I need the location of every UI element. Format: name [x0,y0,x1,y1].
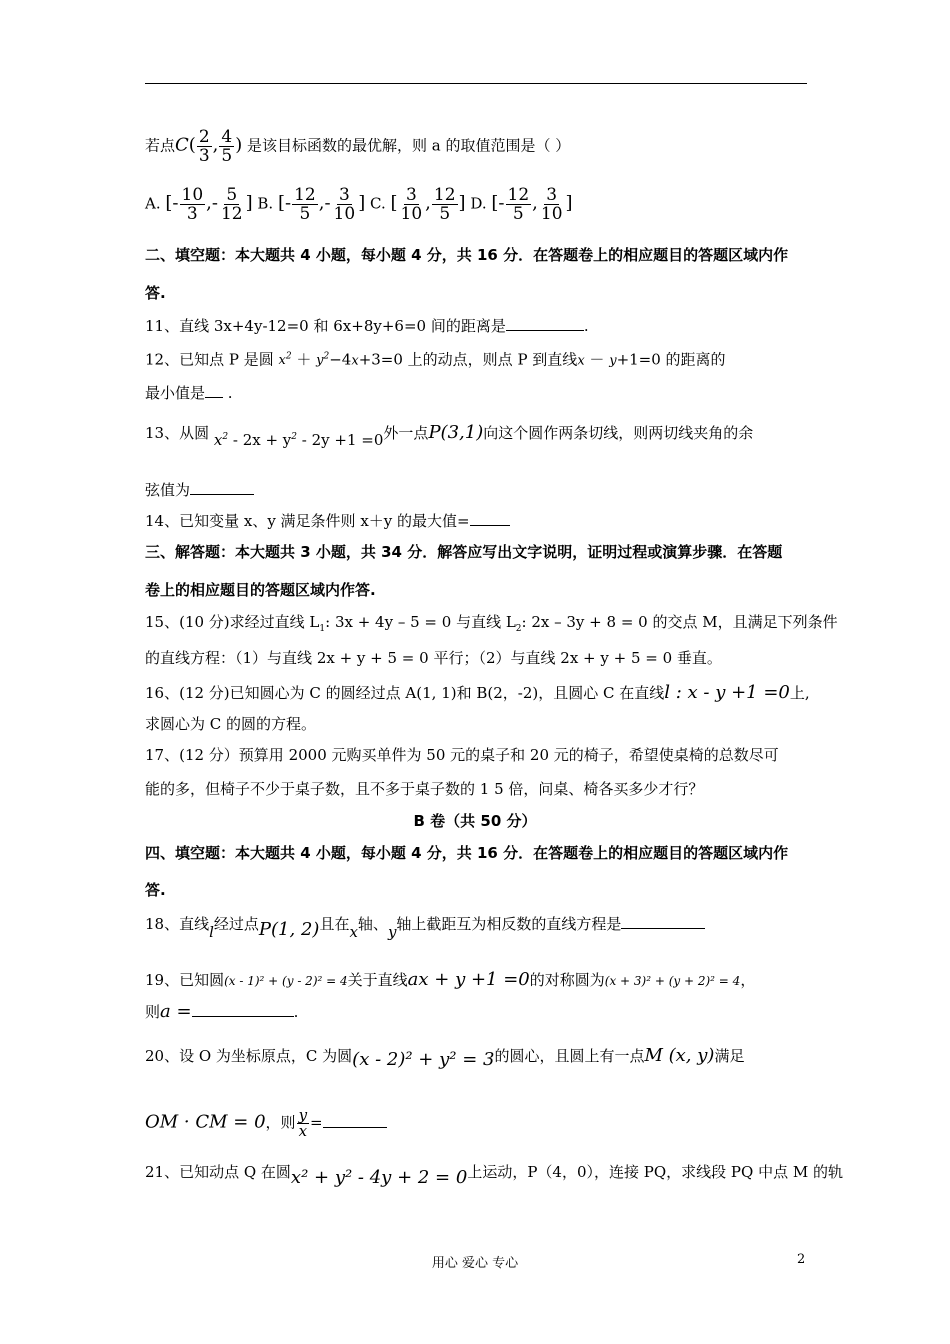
question-20-line2: OM · CM = 0，则 $\frac{y}{x}$ = [145,1108,387,1139]
option-b-label: B. [257,194,274,213]
option-a-frac2: $\frac{5}{12}$ [220,185,243,224]
q10-options: A. [- $\frac{10}{3}$ ,- $\frac{5}{12}$ ] B. [- $\frac{12}{5}$ ,- $\frac{3}{10}$ ] C. [ $\frac{3}{10}$ , $\frac{12}{5}$ ] D. [- $\frac{12}{5}$ , $\frac{3}{10}$ ] [145,185,573,224]
question-12: 12、已知点 P 是圆 $x^2 + y^2-4x+3=0$ 上的动点，则点 P 到直线x － y+1=0 的距离的 [145,350,726,369]
q12-text-d: +1=0 的距离的 [616,350,726,369]
page-number: 2 [797,1252,806,1267]
question-19: 19、已知圆(x - 1)² + (y - 2)² = 4关于直线ax + y +1 =0的对称圆为(x + 3)² + (y + 2)² = 4， [145,969,756,990]
question-15-line2: 的直线方程：（1）与直线 2x + y + 5 = 0 平行；（2）与直线 2x + y + 5 = 0 垂直。 [145,649,722,667]
volume-b-heading: B 卷（共 50 分） [413,812,537,830]
fraction-2-3: $\frac{2}{3}$ [198,127,210,166]
page-footer: 用心 爱心 专心 [431,1256,519,1271]
q13-text-a: 13、从圆 [145,424,210,442]
fraction-y-x: $\frac{y}{x}$ [298,1106,308,1140]
section-4-heading: 四、填空题：本大题共 4 小题，每小题 4 分，共 16 分．在答题卷上的相应题目的答题区域内作 [145,844,789,862]
q14-answer-blank[interactable] [470,511,510,526]
q19-circle-eq: (x - 1)² + (y - 2)² = 4 [224,974,348,988]
q13-line2-text: 弦值为 [145,481,191,499]
q11-answer-blank[interactable] [506,316,584,331]
option-a-label: A. [145,194,161,213]
option-c-frac1: $\frac{3}{10}$ [400,185,423,224]
question-17: 17、(12 分）预算用 2000 元购买单件为 50 元的桌子和 20 元的椅子，希望使桌椅的总数尽可 [145,746,779,764]
line-l-equation: l : x - y +1 =0 [664,682,790,703]
question-17-line2: 能的多，但椅子不少于桌子数，且不多于桌子数的 1 5 倍，问桌、椅各买多少才行？ [145,780,704,798]
point-p-18: P(1, 2) [258,919,320,940]
section-2-heading: 二、填空题：本大题共 4 小题，每小题 4 分，共 16 分．在答题卷上的相应题目的答题区域内作 [145,246,789,264]
q13-text-c: 向这个圆作两条切线，则两切线夹角的余 [483,424,754,442]
option-b-frac2: $\frac{3}{10}$ [333,185,356,224]
option-b-frac1: $\frac{12}{5}$ [294,185,316,224]
question-13: 13、从圆 $x^2 - 2x + y^2 - 2y +1 =0$外一点P(3,1)向这个圆作两条切线，则两切线夹角的余 [145,422,754,449]
q12-text-c: +3=0 上的动点，则点 P 到直线 [358,350,578,369]
question-16-line2: 求圆心为 C 的圆的方程。 [145,715,317,733]
question-13-line2 [145,480,254,500]
question-18: 18、直线l经过点P(1, 2)且在x轴、y轴上截距互为相反数的直线方程是 [145,914,705,934]
section-3-heading: 三、解答题：本大题共 3 小题，共 34 分．解答应写出文字说明，证明过程或演算步骤．在答题 [145,543,783,561]
q21-circle-eq: x² + y² - 4y + 2 = 0 [290,1167,468,1188]
option-d-label: D. [470,194,487,213]
q20-circle-eq: (x - 2)² + y² = 3 [352,1049,495,1070]
q12-line2-text: 最小值是 [145,384,206,402]
q10-stem-prefix: 若点 [145,136,176,155]
option-d-frac1: $\frac{12}{5}$ [507,185,530,224]
point-p: P(3,1) [428,422,484,443]
option-c-label: C. [370,194,386,213]
section-4-heading-cont: 答. [145,881,166,899]
question-16: 16、(12 分)已知圆心为 C 的圆经过点 A(1, 1)和 B(2，-2)，且圆心 C 在直线l : x - y +1 =0上, [145,682,810,703]
q11-text: 11、直线 3x+4y-12=0 和 6x+8y+6=0 间的距离是 [145,317,506,335]
q10-stem-line: 若点C( $\frac{2}{3}$ , $\frac{4}{5}$ ) 是该目标函数的最优解，则 a 的取值范围是（ ） [145,127,571,166]
question-21: 21、已知动点 Q 在圆x² + y² - 4y + 2 = 0上运动，P（4，0），连接 PQ，求线段 PQ 中点 M 的轨 [145,1163,843,1188]
section-3-heading-cont: 卷上的相应题目的答题区域内作答. [145,581,376,599]
question-15: 15、(10 分)求经过直线 $L_1$: 3x + 4y – 5 = 0 与直线 $L_2$: 2x – 3y + 8 = 0 的交点 M，且满足下列条件 [145,613,838,634]
question-19-line2: 则a = . [145,1001,299,1022]
point-c: C [175,134,189,156]
q20-vector-eq: OM · CM = 0 [145,1111,266,1133]
q19-symmetric-circle-eq: (x + 3)² + (y + 2)² = 4 [604,974,741,988]
fraction-4-5: $\frac{4}{5}$ [221,127,233,166]
option-c-frac2: $\frac{12}{5}$ [433,185,456,224]
q10-stem-suffix: 是该目标函数的最优解，则 a 的取值范围是（ ） [247,136,571,155]
option-a-frac1: $\frac{10}{3}$ [181,185,204,224]
q14-text: 14、已知变量 x、y 满足条件则 x＋y 的最大值= [145,512,470,530]
question-14 [145,511,510,531]
section-2-heading-cont: 答. [145,284,166,302]
point-m: M (x, y) [644,1045,715,1066]
question-12-line2: 最小值是 . [145,384,233,402]
option-d-frac2: $\frac{3}{10}$ [540,185,563,224]
q18-answer-blank[interactable] [621,914,705,929]
header-rule [145,83,807,84]
question-20: 20、设 O 为坐标原点，C 为圆(x - 2)² + y² = 3的圆心，且圆上有一点M (x, y)满足 [145,1045,745,1070]
q19-answer-blank[interactable] [192,1002,294,1017]
q12-text-a: 12、已知点 P 是圆 [145,350,274,369]
q20-answer-blank[interactable] [323,1113,387,1128]
q12-answer-blank[interactable] [205,383,223,398]
q19-line-eq: ax + y +1 =0 [407,969,530,990]
q13-answer-blank[interactable] [190,480,254,495]
question-11: 11、直线 3x+4y-12=0 和 6x+8y+6=0 间的距离是 . [145,317,589,335]
